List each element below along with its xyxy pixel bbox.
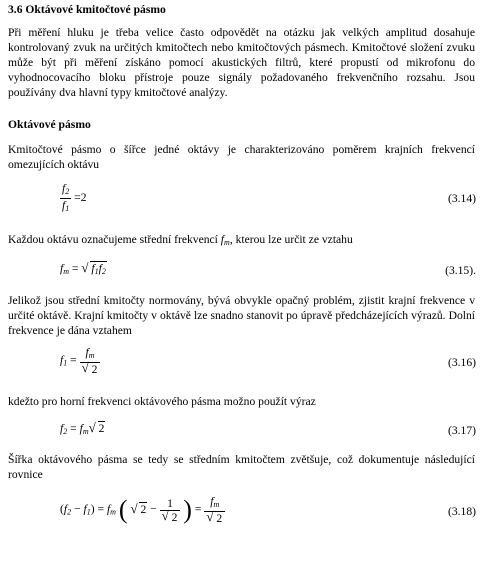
equation-3-16 (8, 346, 476, 382)
equation-3-17-expr: $f_2 = f_m$ √ 2 (60, 420, 105, 436)
equation-3-18-expr: $(f_2 - f_1) = f_m$ ( √ 2 − 1 √ 2 ) = $f_m$ √ 2 (60, 495, 225, 525)
intro-paragraph: Při měření hluku je třeba velice často odpovědět na otázku jak velkých amplitud dosahuje kontrolovaný zvuk na určitých kmitočtech nebo kmitočtových pásmech. Kmitočtové složení zvuku může být při měření získáno pomocí akustických filtrů, které propustí od mikrofonu do vyhodnocovacího bloku přístroje pouze signály požadovaného frekvenčního rozsahu. Jsou používány dva hlavní typy kmitočtové analýzy. (8, 26, 475, 99)
section-title: 3.6 Oktávové kmitočtové pásmo (8, 3, 166, 16)
equation-3-15-expr: $f_m$ = √ $f_1f_2$ (60, 260, 106, 276)
equation-number: (3.17) (447, 424, 476, 437)
sqrt-f1f2: √ $f_1f_2$ (81, 260, 106, 276)
equation-number: (3.16) (447, 356, 476, 369)
paragraph-center-frequency: Každou oktávu označujeme střední frekvencí $f_m$, kterou lze určit ze vztahu (8, 233, 353, 247)
equation-number: (3.15). (445, 264, 476, 277)
paragraph-upper-frequency: kdežto pro horní frekvenci oktávového pásma možno použít výraz (8, 395, 316, 408)
equation-3-18 (8, 493, 476, 533)
paragraph-edge-frequencies: Jelikož jsou střední kmitočty normovány, bývá obvykle opačný problém, zjistit krajní frekvence v určité oktávě. Krajní kmitočty v oktávě lze snadno stanovit po úpravě předcházejících výrazů. Dolní frekvence je dána vztahem (8, 294, 475, 337)
equation-number: (3.14) (447, 192, 476, 205)
fraction-fm-sqrt2-b: $f_m$ √ 2 (204, 495, 225, 525)
equation-3-17 (8, 422, 476, 442)
fraction-1-sqrt2: 1 √ 2 (160, 497, 181, 524)
equation-3-14 (8, 182, 476, 218)
equation-number: (3.18) (447, 505, 476, 518)
equation-3-15 (8, 262, 476, 282)
equation-3-16-expr: $f_1$ = $f_m$ √ 2 (60, 346, 100, 376)
subsection-title: Oktávové pásmo (8, 118, 91, 131)
fraction-f2-f1: $\frac{f_2}{f_1}$ (62, 182, 70, 213)
paragraph-bandwidth: Šířka oktávového pásma se tedy se středním kmitočtem zvětšuje, což dokumentuje následující rovnice (8, 453, 475, 481)
equation-3-14-expr: $\frac{f_2}{f_1}$ =2 (62, 182, 87, 213)
paragraph-octave-ratio: Kmitočtové pásmo o šířce jedné oktávy je charakterizováno poměrem krajních frekvencí omezujících oktávu (8, 143, 475, 171)
fraction-fm-sqrt2: $f_m$ √ 2 (80, 346, 101, 376)
